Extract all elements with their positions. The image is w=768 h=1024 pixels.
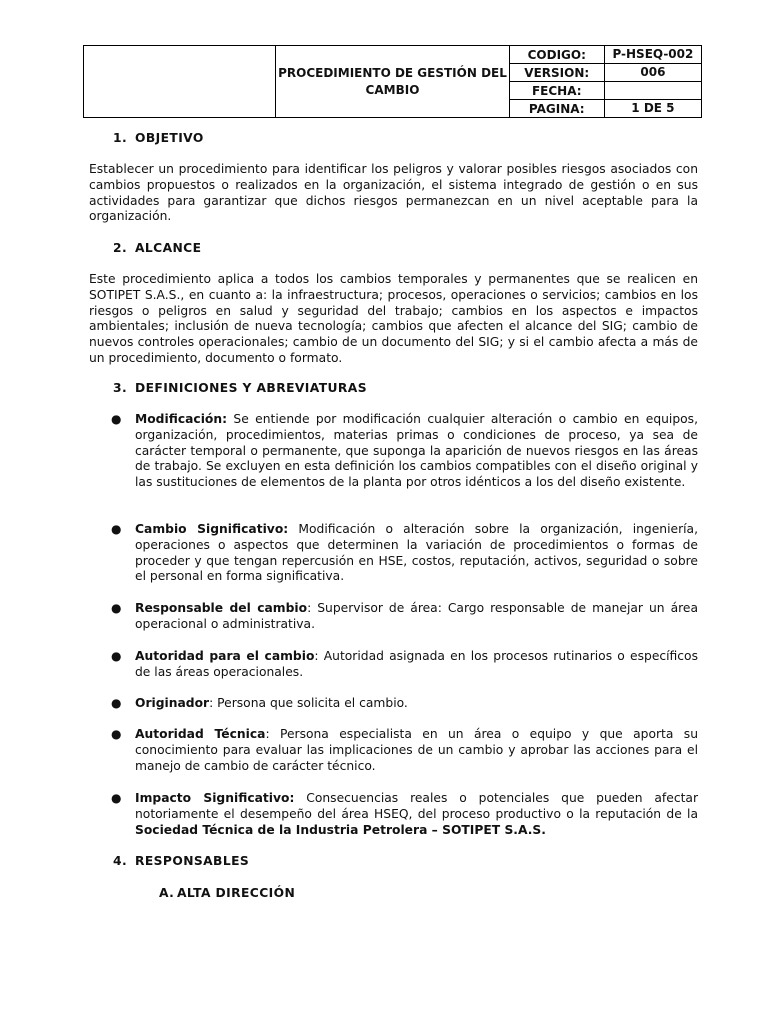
alcance-paragraph: Este procedimiento aplica a todos los cambios temporales y permanentes que se realicen en SOTIPET S.A.S., en cuanto a: la infraestructura; procesos, operaciones o servicios; cambios en los riesgos o peligros en salud y seguridad del trabajo; cambios en los aspectos e impactos ambientales; inclusión de nueva tecnología; cambios que afecten el alcance del SIG; cambio de nuevos controles operacionales; cambio de un documento del SIG; y si el cambio afecta a más de un procedimiento, documento o formato. xyxy=(89,272,698,365)
bullet-icon: ● xyxy=(111,412,122,426)
subsection-number: A. xyxy=(159,886,175,900)
definition-item xyxy=(135,601,698,633)
pagina-value: 1 DE 5 xyxy=(604,100,701,118)
definition-text: : Autoridad asignada en los procesos rutinarios o específicos de las áreas operacionales. xyxy=(135,649,698,679)
section-title: RESPONSABLES xyxy=(135,854,250,868)
section-title: OBJETIVO xyxy=(135,131,204,145)
definition-text: : Persona especialista en un área o equipo y que aporta su conocimiento para evaluar las implicaciones de un cambio y aprobar las acciones para el manejo de cambio de carácter técnico. xyxy=(135,727,698,773)
section-number: 1. xyxy=(113,131,128,145)
definition-term: Responsable del cambio xyxy=(135,601,308,615)
section-heading-objetivo xyxy=(113,131,204,145)
bullet-icon: ● xyxy=(111,791,122,805)
definition-text: Consecuencias reales o potenciales que pueden afectar notoriamente el desempeño del área HSEQ, del proceso productivo o la reputación de la xyxy=(135,791,699,821)
definition-item xyxy=(135,696,698,712)
subsection-title: ALTA DIRECCIÓN xyxy=(177,886,296,900)
fecha-value xyxy=(604,82,701,100)
pagina-label: PAGINA: xyxy=(509,100,604,118)
definition-term: Autoridad Técnica xyxy=(135,727,266,741)
bullet-icon: ● xyxy=(111,649,122,663)
section-number: 4. xyxy=(113,854,128,868)
definition-term: Impacto Significativo: xyxy=(135,791,295,805)
section-heading-responsables xyxy=(113,854,249,868)
definition-term: Modificación: xyxy=(135,412,228,426)
definition-term: Originador xyxy=(135,696,210,710)
definition-term: Autoridad para el cambio xyxy=(135,649,315,663)
subsection-heading-alta-direccion xyxy=(159,886,295,900)
definition-item xyxy=(135,412,698,491)
definition-text: : Supervisor de área: Cargo responsable de manejar un área operacional o administrativa. xyxy=(135,601,698,631)
company-name: Sociedad Técnica de la Industria Petrolera – SOTIPET S.A.S. xyxy=(135,822,546,837)
codigo-label: CODIGO: xyxy=(509,46,604,64)
section-title: DEFINICIONES Y ABREVIATURAS xyxy=(135,381,367,395)
logo-cell xyxy=(84,46,276,118)
codigo-value: P-HSEQ-002 xyxy=(604,46,701,64)
bullet-icon: ● xyxy=(111,727,122,741)
section-heading-definiciones xyxy=(113,381,367,395)
definition-item xyxy=(135,522,698,585)
definition-text: Se entiende por modificación cualquier alteración o cambio en equipos, organización, procedimientos, materias primas o condiciones de proceso, ya sea de carácter temporal o permanente, que suponga la aparición de nuevos riesgos en las áreas de trabajo. Se excluyen en esta definición los cambios compatibles con el diseño original y las sustituciones de elementos de la planta por otros idénticos a los del diseño existente. xyxy=(135,412,698,490)
definition-item xyxy=(135,727,698,774)
definition-item xyxy=(135,791,698,838)
section-number: 3. xyxy=(113,381,128,395)
version-value: 006 xyxy=(604,64,701,82)
document-title: PROCEDIMIENTO DE GESTIÓN DEL CAMBIO xyxy=(276,46,509,118)
definition-text: Modificación o alteración sobre la organización, ingeniería, operaciones o aspectos que determinen la variación de procedimientos o formas de proceder y que tengan repercusión en HSE, costos, reputación, activos, seguridad o sobre el personal en forma significativa. xyxy=(135,522,698,584)
bullet-icon: ● xyxy=(111,696,122,710)
section-title: ALCANCE xyxy=(135,241,202,255)
bullet-icon: ● xyxy=(111,601,122,615)
definition-text: : Persona que solicita el cambio. xyxy=(209,696,408,710)
objetivo-paragraph: Establecer un procedimiento para identificar los peligros y valorar posibles riesgos asociados con cambios propuestos o realizados en la organización, el sistema integrado de gestión o en sus actividades para garantizar que dichos riesgos permanezcan en un nivel aceptable para la organización. xyxy=(89,162,698,224)
section-heading-alcance xyxy=(113,241,201,255)
fecha-label: FECHA: xyxy=(509,82,604,100)
bullet-icon: ● xyxy=(111,522,122,536)
definition-term: Cambio Significativo: xyxy=(135,522,289,536)
document-header-table xyxy=(83,45,702,118)
version-label: VERSION: xyxy=(509,64,604,82)
definition-item xyxy=(135,649,698,681)
section-number: 2. xyxy=(113,241,128,255)
